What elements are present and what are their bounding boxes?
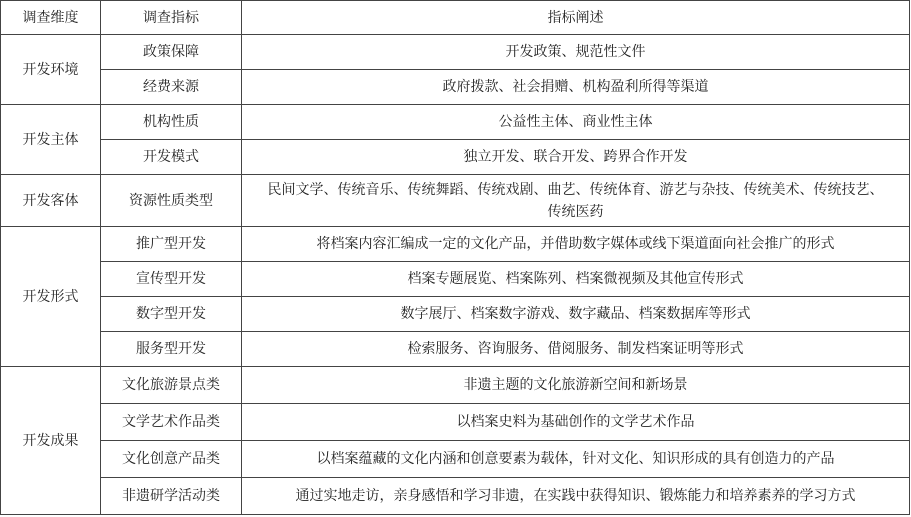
description-cell: 检索服务、咨询服务、借阅服务、制发档案证明等形式	[242, 332, 910, 367]
table-row	[1, 367, 910, 404]
header-dimension: 调查维度	[1, 1, 101, 35]
indicator-cell: 经费来源	[101, 70, 242, 105]
description-cell: 政府拨款、社会捐赠、机构盈利所得等渠道	[242, 70, 910, 105]
indicator-cell: 文学艺术作品类	[101, 404, 242, 441]
description-cell: 开发政策、规范性文件	[242, 35, 910, 70]
description-cell: 以档案史料为基础创作的文学艺术作品	[242, 404, 910, 441]
table-row	[1, 297, 910, 332]
table-row	[1, 35, 910, 70]
dimension-cell-object: 开发客体	[1, 175, 101, 227]
dimension-cell-outcome: 开发成果	[1, 367, 101, 515]
description-cell	[242, 175, 910, 227]
table-row	[1, 332, 910, 367]
indicator-cell: 资源性质类型	[101, 175, 242, 227]
dimension-cell-subject: 开发主体	[1, 105, 101, 175]
description-cell: 非遗主题的文化旅游新空间和新场景	[242, 367, 910, 404]
indicator-cell: 非遗研学活动类	[101, 478, 242, 515]
description-cell: 独立开发、联合开发、跨界合作开发	[242, 140, 910, 175]
indicator-cell: 推广型开发	[101, 227, 242, 262]
description-cell: 数字展厅、档案数字游戏、数字藏品、档案数据库等形式	[242, 297, 910, 332]
description-cell: 档案专题展览、档案陈列、档案微视频及其他宣传形式	[242, 262, 910, 297]
indicator-cell: 宣传型开发	[101, 262, 242, 297]
table-row	[1, 441, 910, 478]
table-row	[1, 404, 910, 441]
table-row	[1, 262, 910, 297]
table-row	[1, 70, 910, 105]
table-row	[1, 140, 910, 175]
indicator-cell: 数字型开发	[101, 297, 242, 332]
description-cell: 公益性主体、商业性主体	[242, 105, 910, 140]
indicator-cell: 政策保障	[101, 35, 242, 70]
table-row	[1, 227, 910, 262]
indicator-cell: 机构性质	[101, 105, 242, 140]
dimension-cell-form: 开发形式	[1, 227, 101, 367]
description-cell: 通过实地走访，亲身感悟和学习非遗，在实践中获得知识、锻炼能力和培养素养的学习方式	[242, 478, 910, 515]
indicator-cell: 文化创意产品类	[101, 441, 242, 478]
indicator-cell: 文化旅游景点类	[101, 367, 242, 404]
description-line: 民间文学、传统音乐、传统舞蹈、传统戏剧、曲艺、传统体育、游艺与杂技、传统美术、传统技艺、	[267, 181, 884, 198]
indicator-cell: 服务型开发	[101, 332, 242, 367]
header-indicator: 调查指标	[101, 1, 242, 35]
header-description: 指标阐述	[242, 1, 910, 35]
table-header-row	[1, 1, 910, 35]
description-cell: 以档案蕴藏的文化内涵和创意要素为载体，针对文化、知识形成的具有创造力的产品	[242, 441, 910, 478]
table-row	[1, 175, 910, 227]
table-row	[1, 105, 910, 140]
indicator-cell: 开发模式	[101, 140, 242, 175]
description-line: 传统医药	[547, 203, 604, 220]
dimension-cell-environment: 开发环境	[1, 35, 101, 105]
description-cell: 将档案内容汇编成一定的文化产品，并借助数字媒体或线下渠道面向社会推广的形式	[242, 227, 910, 262]
table-row	[1, 478, 910, 515]
